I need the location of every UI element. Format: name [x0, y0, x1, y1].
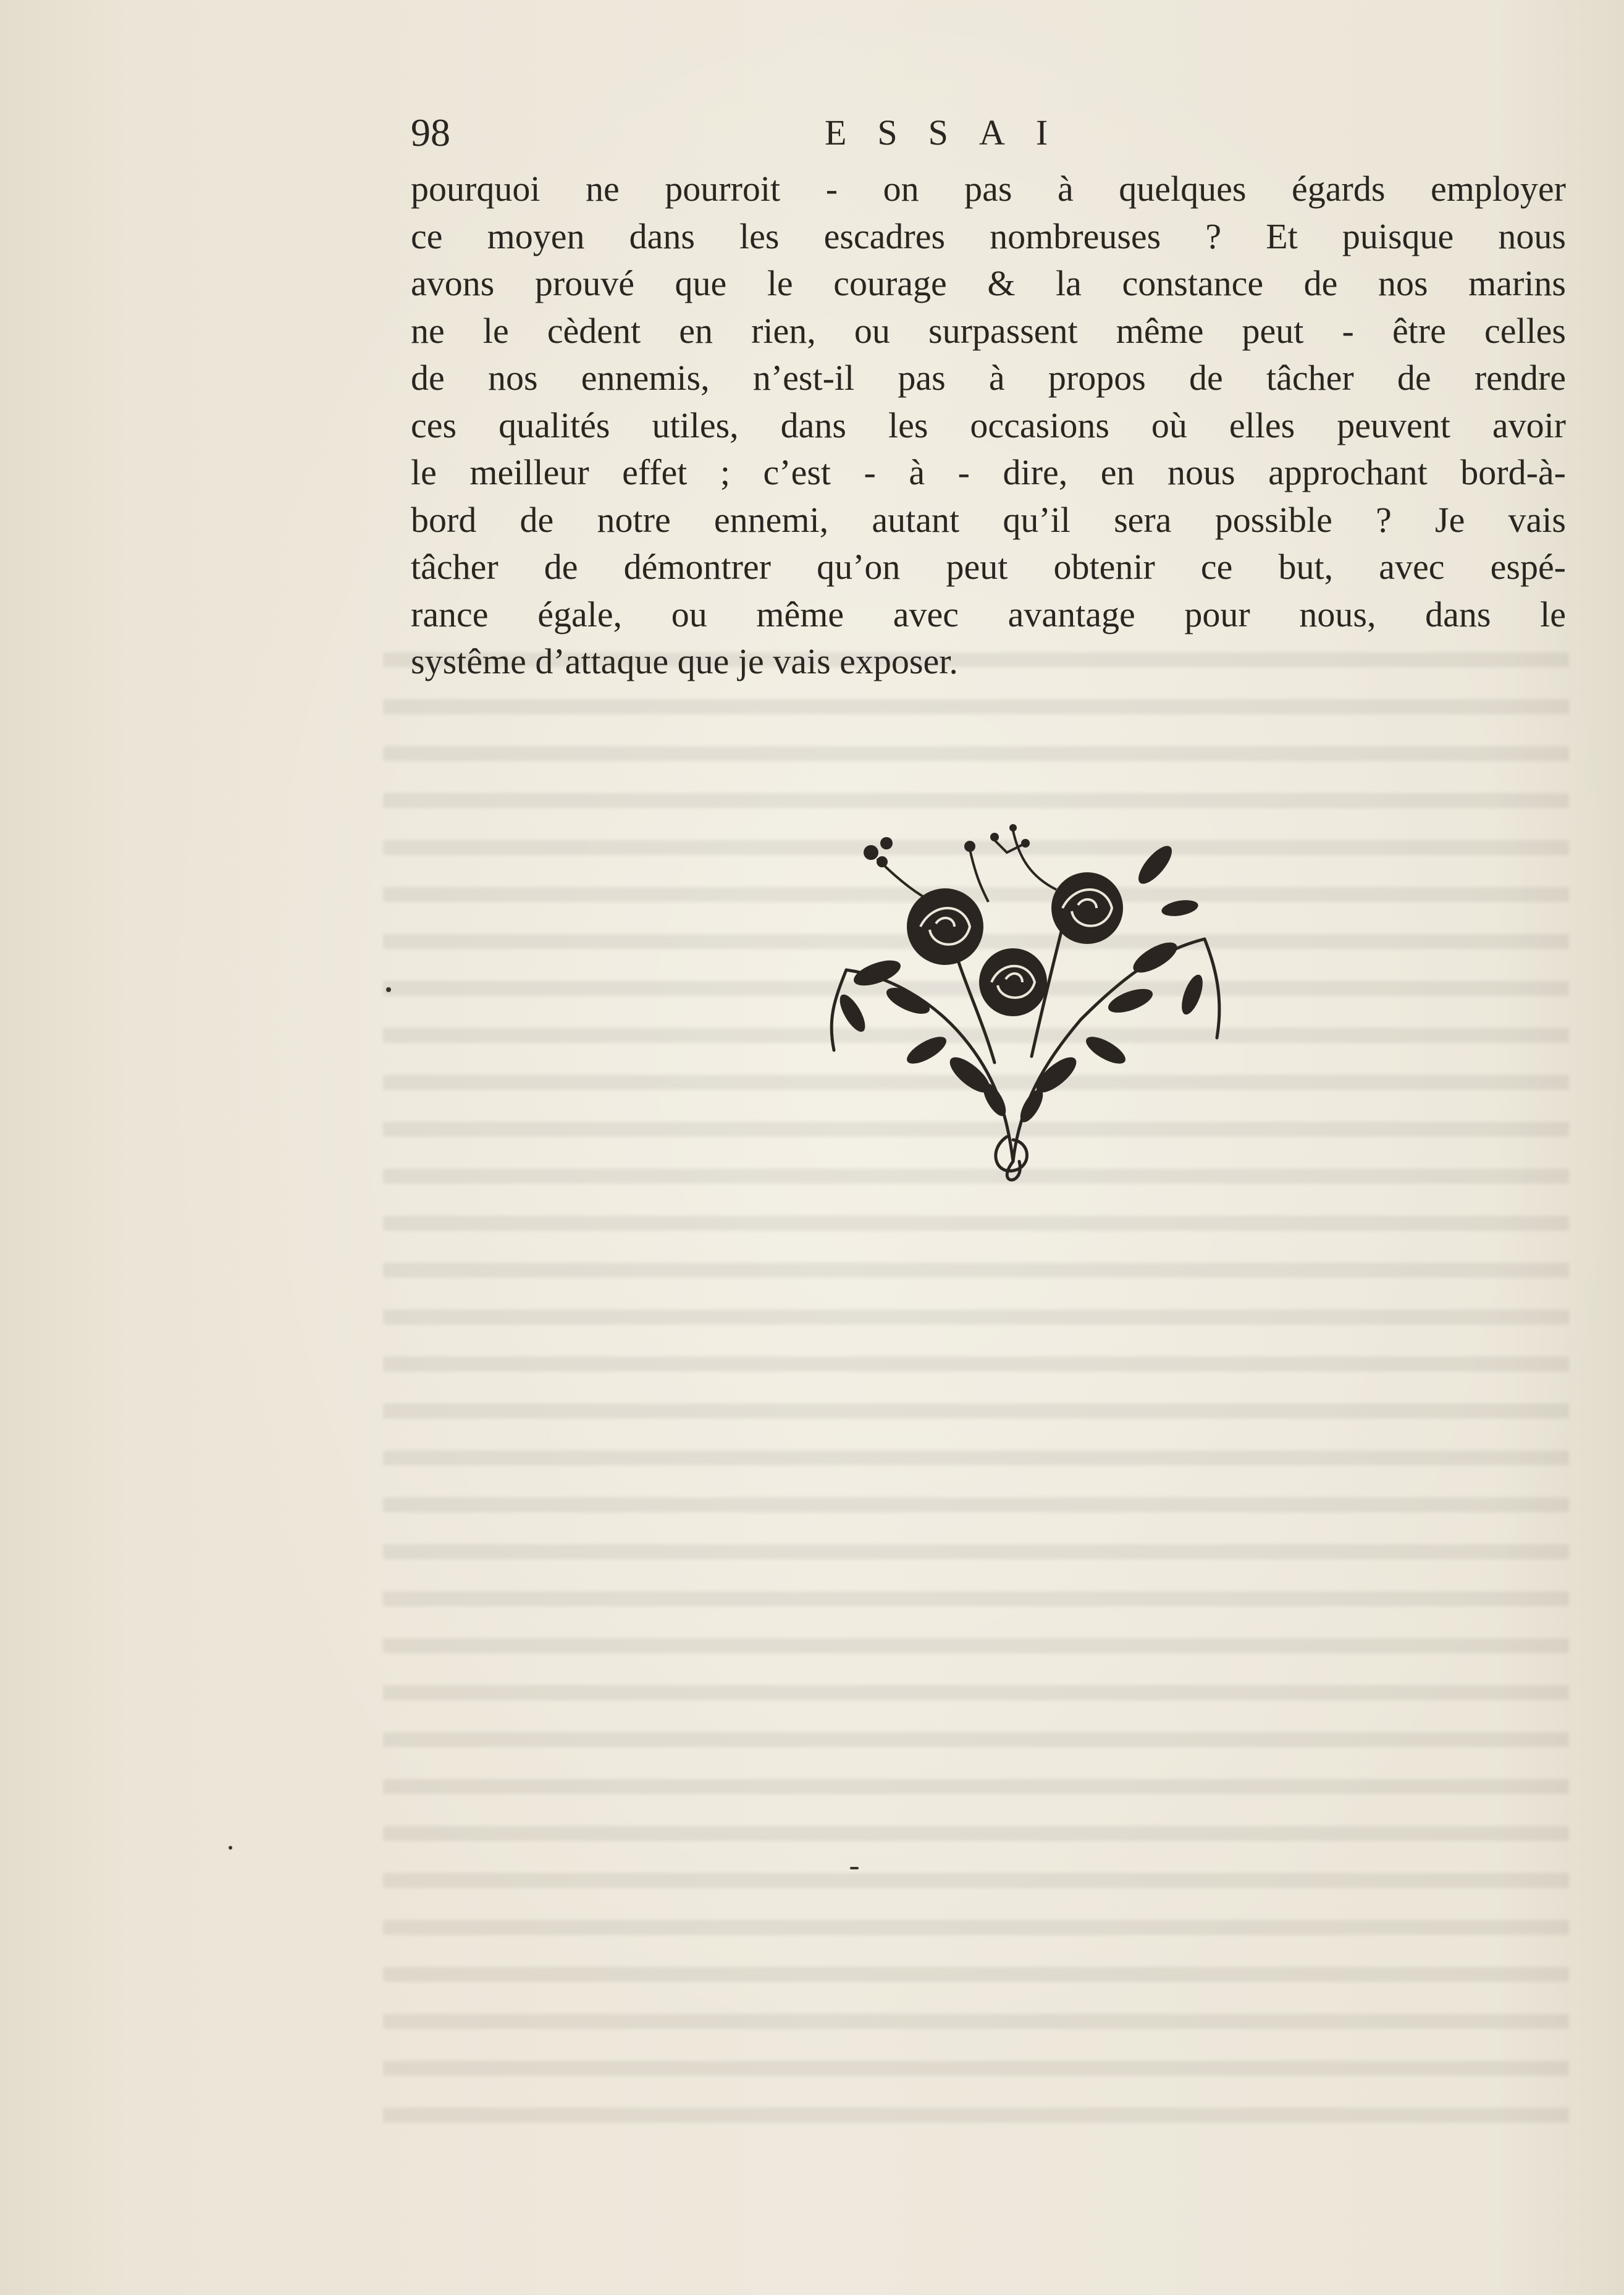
text-line: le meilleur effet ; c’est - à - dire, en nous approchant bord-à- — [411, 452, 1566, 492]
text-line: systême d’attaque que je vais exposer. — [411, 641, 958, 681]
page-number: 98 — [411, 111, 450, 154]
running-head: ESSAI — [825, 112, 1079, 153]
floral-vignette-icon — [809, 815, 1242, 1186]
page-header — [411, 105, 1566, 161]
text-line: pourquoi ne pourroit - on pas à quelques égards employer — [411, 169, 1566, 209]
text-line: ce moyen dans les escadres nombreuses ? Et puisque nous — [411, 216, 1566, 256]
ink-speck — [386, 987, 391, 992]
ink-speck — [850, 1867, 859, 1869]
ink-speck — [229, 1846, 232, 1850]
body-text — [411, 166, 1566, 686]
text-line: avons prouvé que le courage & la constance de nos marins — [411, 263, 1566, 303]
text-line: de nos ennemis, n’est-il pas à propos de tâcher de rendre — [411, 358, 1566, 398]
text-line: ces qualités utiles, dans les occasions où elles peuvent avoir — [411, 405, 1566, 445]
text-line: tâcher de démontrer qu’on peut obtenir ce but, avec espé- — [411, 547, 1566, 587]
text-line: bord de notre ennemi, autant qu’il sera possible ? Je vais — [411, 499, 1566, 540]
text-line: rance égale, ou même avec avantage pour nous, dans le — [411, 594, 1566, 634]
text-line: ne le cèdent en rien, ou surpassent même peut - être celles — [411, 310, 1566, 351]
